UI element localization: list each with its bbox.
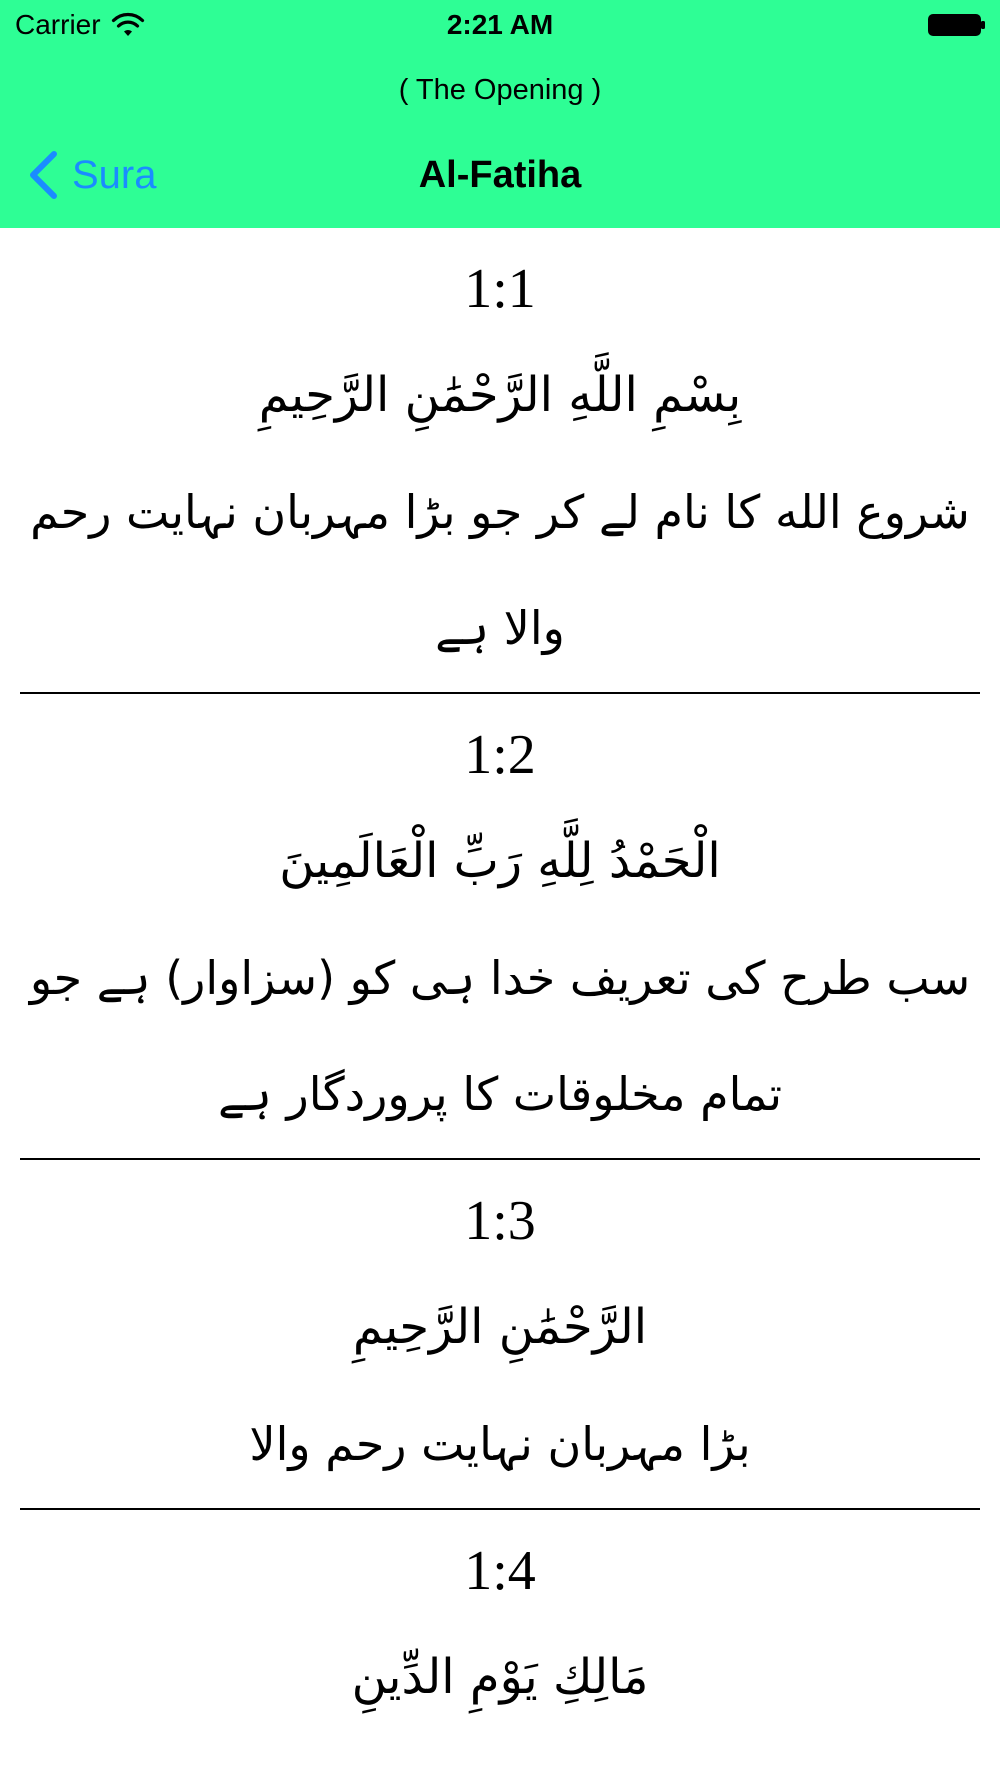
navigation-bar bbox=[0, 138, 1000, 212]
verse-urdu-translation: سب طرح کی تعریف خدا ہی کو (سزاوار) ہے جو تمام مخلوقات کا پروردگار ہے bbox=[29, 951, 971, 1121]
battery-icon bbox=[928, 14, 986, 36]
verse-cell[interactable] bbox=[0, 1510, 1000, 1736]
carrier-label: Carrier bbox=[15, 9, 101, 40]
verse-cell[interactable] bbox=[0, 1160, 1000, 1510]
verse-urdu-translation: شروع الله کا نام لے کر جو بڑا مہربان نہایت رحم والا ہے bbox=[30, 485, 970, 655]
status-time: 2:21 AM bbox=[446, 9, 554, 40]
verse-number: 1:2 bbox=[464, 724, 536, 786]
verse-arabic-text: بِسْمِ اللَّهِ الرَّحْمَٰنِ الرَّحِيمِ bbox=[258, 367, 742, 423]
verse-number: 1:4 bbox=[464, 1540, 536, 1602]
back-button-label: Sura bbox=[72, 152, 157, 197]
verse-arabic-text: مَالِكِ يَوْمِ الدِّينِ bbox=[351, 1649, 649, 1705]
status-bar bbox=[0, 0, 1000, 50]
verse-cell[interactable] bbox=[0, 228, 1000, 694]
verse-arabic-text: الْحَمْدُ لِلَّهِ رَبِّ الْعَالَمِينَ bbox=[279, 833, 721, 889]
header bbox=[0, 0, 1000, 228]
nav-prompt: ( The Opening ) bbox=[398, 74, 602, 106]
verse-urdu-translation: بڑا مہربان نہایت رحم والا bbox=[249, 1417, 751, 1471]
page-title: Al-Fatiha bbox=[418, 154, 582, 196]
verse-number: 1:3 bbox=[464, 1190, 536, 1252]
verse-cell[interactable] bbox=[0, 694, 1000, 1160]
verse-arabic-text: الرَّحْمَٰنِ الرَّحِيمِ bbox=[352, 1299, 648, 1355]
verse-list[interactable] bbox=[0, 228, 1000, 1736]
verse-number: 1:1 bbox=[464, 258, 536, 320]
